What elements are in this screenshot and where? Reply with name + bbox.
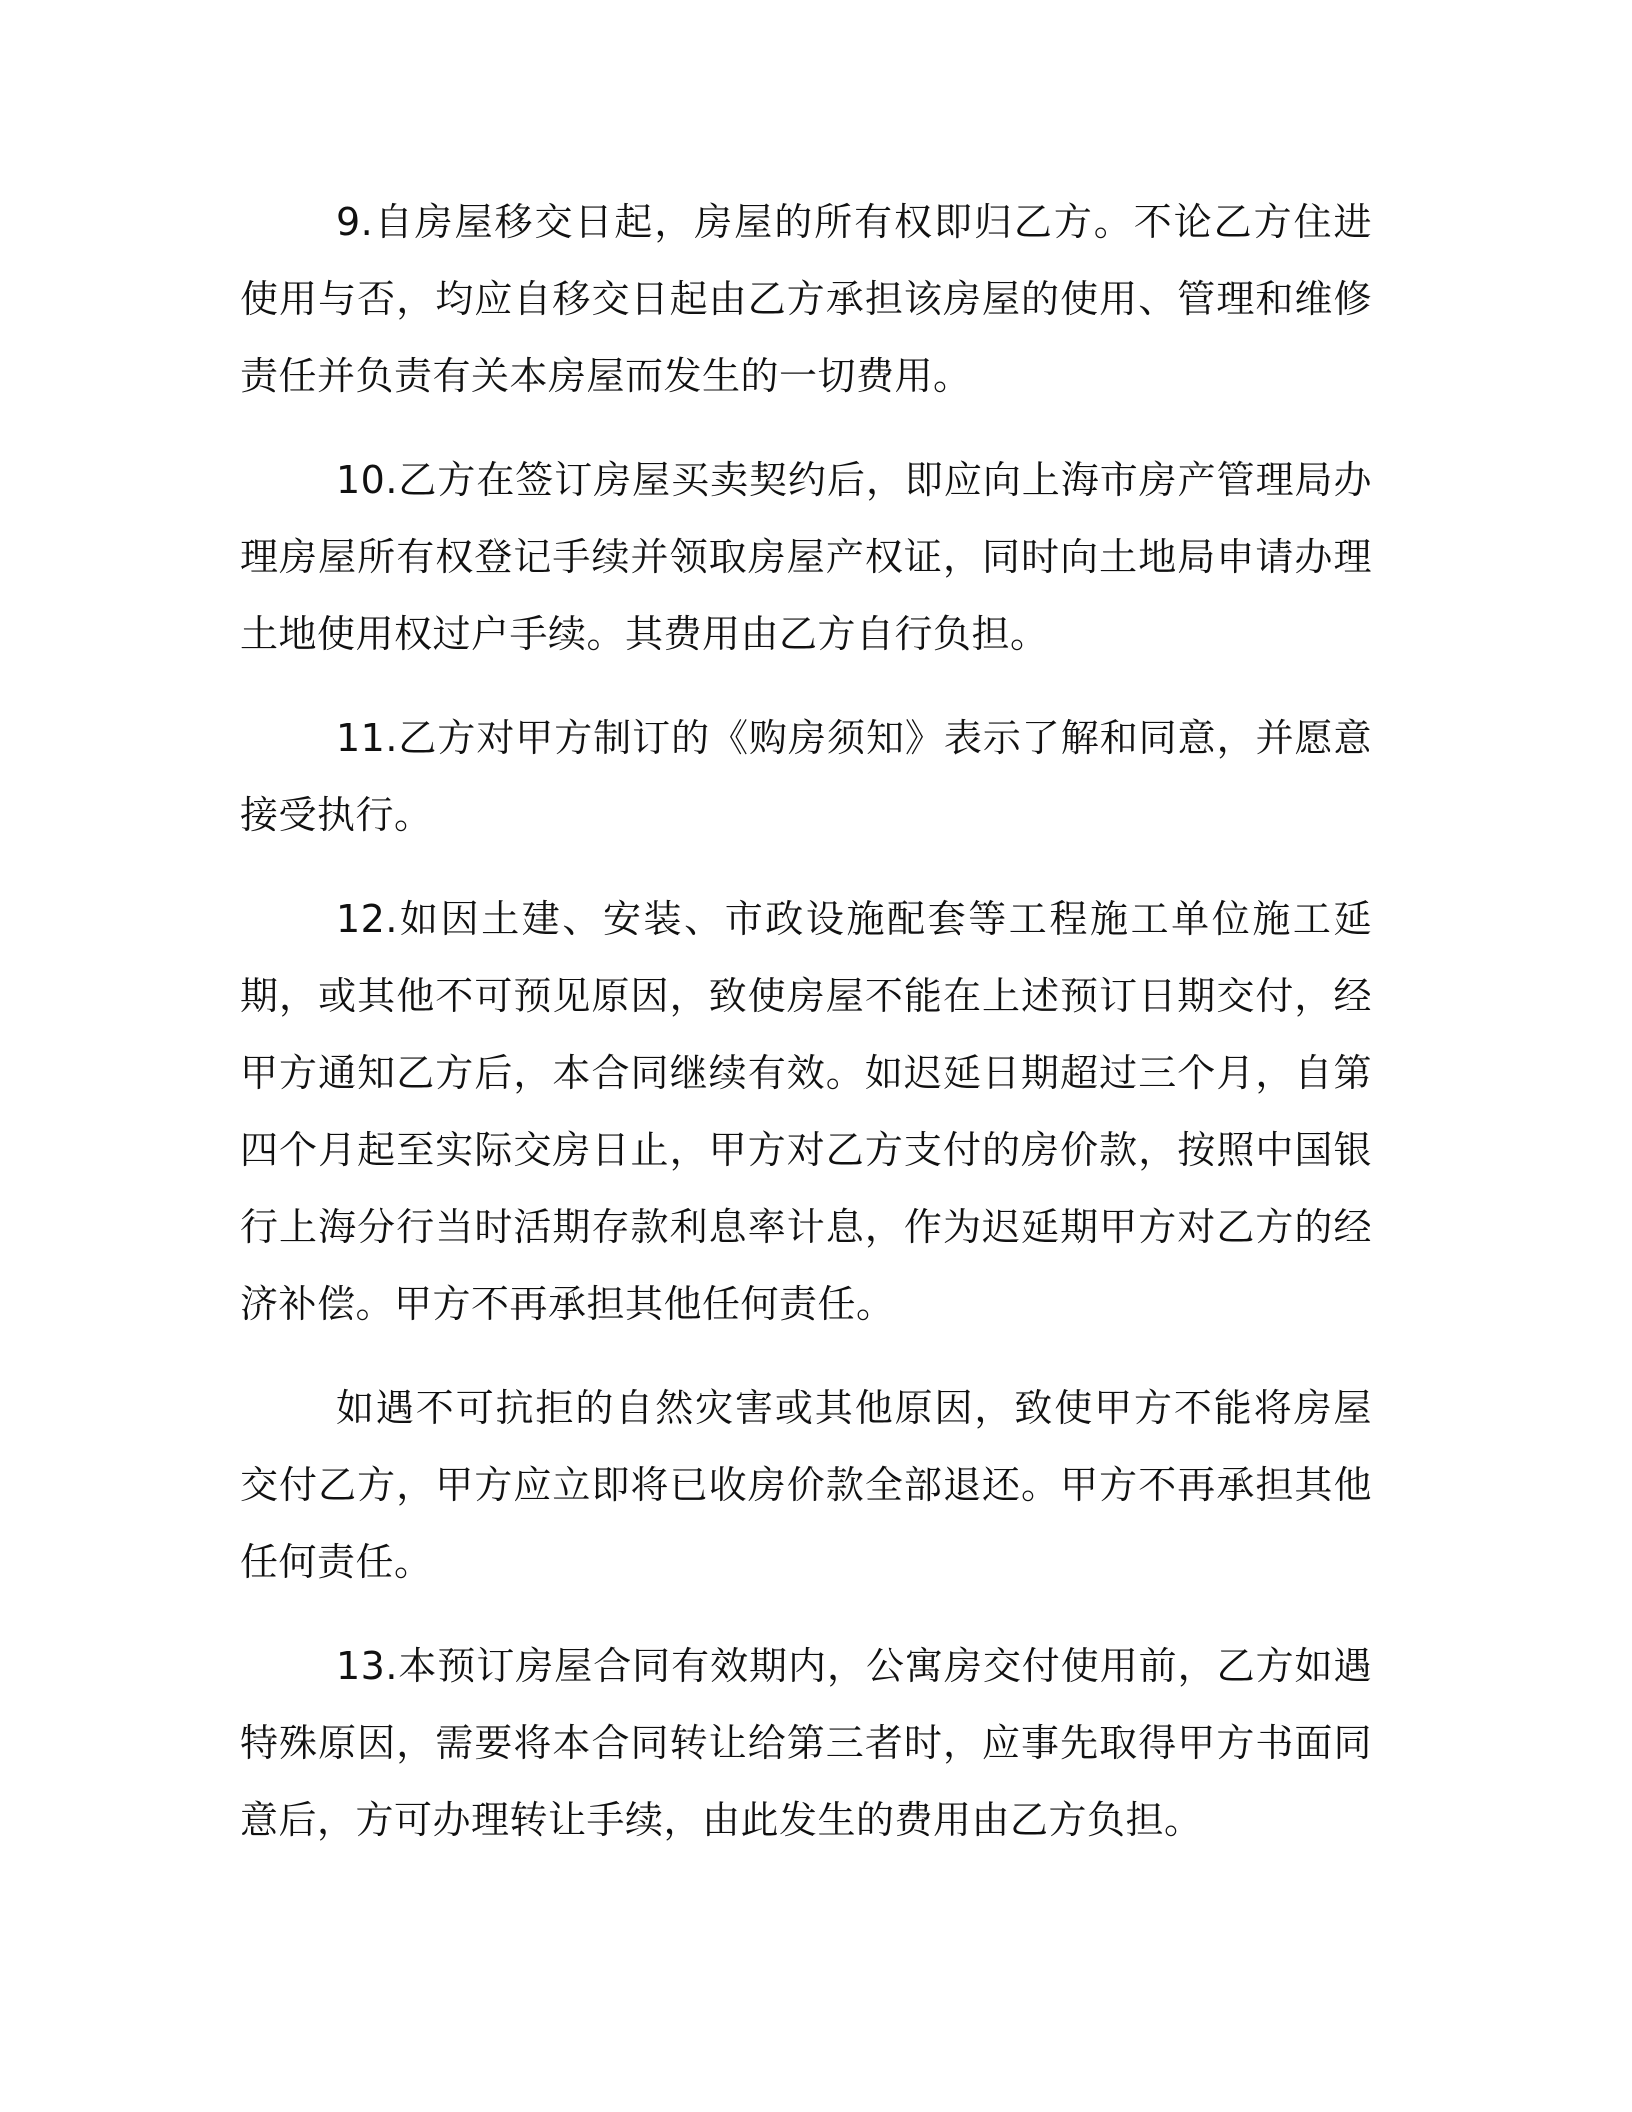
- clause-13: 13.本预订房屋合同有效期内，公寓房交付使用前，乙方如遇特殊原因，需要将本合同转让给第三者时，应事先取得甲方书面同意后，方可办理转让手续，由此发生的费用由乙方负担。: [240, 1644, 1372, 1842]
- document-body: [240, 184, 1372, 1859]
- clause-9: 9.自房屋移交日起，房屋的所有权即归乙方。不论乙方住进使用与否，均应自移交日起由乙方承担该房屋的使用、管理和维修责任并负责有关本房屋而发生的一切费用。: [240, 200, 1372, 398]
- clause-12-force-majeure: 如遇不可抗拒的自然灾害或其他原因，致使甲方不能将房屋交付乙方，甲方应立即将已收房价款全部退还。甲方不再承担其他任何责任。: [240, 1386, 1372, 1584]
- clause-12: 12.如因土建、安装、市政设施配套等工程施工单位施工延期，或其他不可预见原因，致使房屋不能在上述预订日期交付，经甲方通知乙方后，本合同继续有效。如迟延日期超过三个月，自第四个月起至实际交房日止，甲方对乙方支付的房价款，按照中国银行上海分行当时活期存款利息率计息，作为迟延期甲方对乙方的经济补偿。甲方不再承担其他任何责任。: [240, 897, 1372, 1326]
- clause-10: 10.乙方在签订房屋买卖契约后，即应向上海市房产管理局办理房屋所有权登记手续并领取房屋产权证，同时向土地局申请办理土地使用权过户手续。其费用由乙方自行负担。: [240, 458, 1372, 656]
- clause-11: 11.乙方对甲方制订的《购房须知》表示了解和同意，并愿意接受执行。: [240, 716, 1372, 837]
